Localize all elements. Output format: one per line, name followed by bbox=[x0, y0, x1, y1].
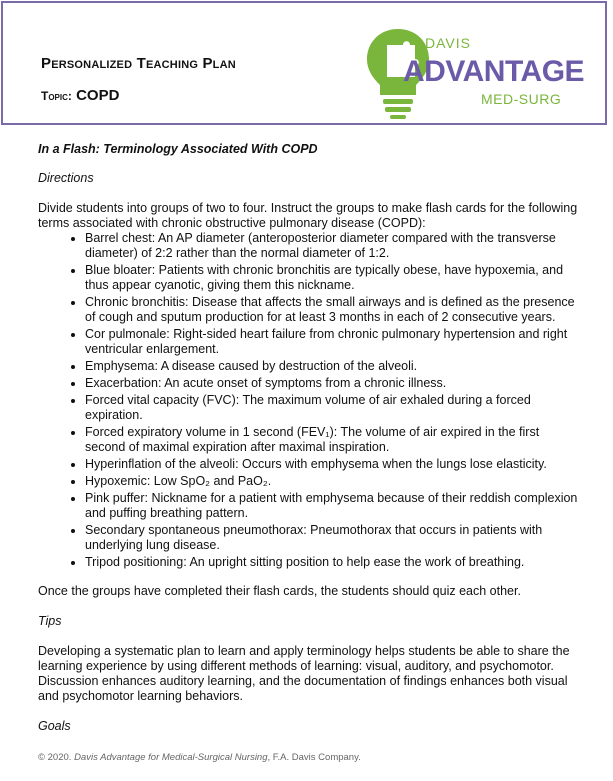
logo-davis-text: DAVIS bbox=[425, 35, 471, 51]
list-item: • Hyperinflation of the alveoli: Occurs with emphysema when the lungs lose elasticity. bbox=[85, 457, 578, 472]
list-item: • Forced expiratory volume in 1 second (FEV₁): The volume of air expired in the first second of maximal expiration after maximal inspiration. bbox=[85, 425, 578, 455]
header-box bbox=[1, 1, 607, 125]
tips-heading: Tips bbox=[38, 614, 62, 628]
list-item: • Cor pulmonale: Right-sided heart failure from chronic pulmonary hypertension and right ventricular enlargement. bbox=[85, 327, 578, 357]
list-item: • Chronic bronchitis: Disease that affects the small airways and is defined as the presence of cough and sputum production for at least 3 months in each of 2 consecutive years. bbox=[85, 295, 578, 325]
footer-prefix: © 2020. bbox=[38, 752, 75, 763]
list-item: • Hypoxemic: Low SpO₂ and PaO₂. bbox=[85, 474, 578, 489]
list-item: • Forced vital capacity (FVC): The maximum volume of air exhaled during a forced expiration. bbox=[85, 393, 578, 423]
footer-book-title: Davis Advantage for Medical-Surgical Nursing bbox=[74, 752, 268, 763]
section-title: In a Flash: Terminology Associated With COPD bbox=[38, 142, 318, 156]
list-item: • Secondary spontaneous pneumothorax: Pneumothorax that occurs in patients with underlying lung disease. bbox=[85, 523, 578, 553]
list-item: • Barrel chest: An AP diameter (anteroposterior diameter compared with the transverse diameter) of 2:2 rather than the normal diameter of 1:2. bbox=[85, 231, 578, 261]
plan-title: Personalized Teaching Plan bbox=[41, 55, 236, 72]
list-item: • Pink puffer: Nickname for a patient with emphysema because of their reddish complexion and puffing breathing pattern. bbox=[85, 491, 578, 521]
list-item: • Tripod positioning: An upright sitting position to help ease the work of breathing. bbox=[85, 555, 578, 570]
footer-suffix: , F.A. Davis Company. bbox=[267, 752, 361, 763]
davis-advantage-logo bbox=[363, 25, 585, 121]
topic-label: Topic: bbox=[41, 89, 72, 103]
directions-heading: Directions bbox=[38, 171, 94, 185]
terms-list bbox=[38, 231, 578, 570]
directions-intro: Divide students into groups of two to four. Instruct the groups to make flash cards for the following terms associated with chronic obstructive pulmonary disease (COPD): bbox=[38, 201, 578, 230]
content bbox=[38, 142, 578, 749]
list-item: • Exacerbation: An acute onset of symptoms from a chronic illness. bbox=[85, 376, 578, 391]
logo-advantage-text: ADVANTAGE bbox=[403, 55, 585, 88]
list-item: • Blue bloater: Patients with chronic bronchitis are typically obese, have hypoxemia, and thus appear cyanotic, giving them this nickname. bbox=[85, 263, 578, 293]
goals-heading: Goals bbox=[38, 719, 71, 733]
tips-text: Developing a systematic plan to learn and apply terminology helps students be able to share the learning experience by using different methods of learning: visual, auditory, and psychomotor. Discussion enhances auditory learning, and the documentation of findings enhances both visual and psychomotor learning behaviors. bbox=[38, 644, 570, 703]
footer-copyright bbox=[38, 752, 361, 763]
closing-text: Once the groups have completed their flash cards, the students should quiz each other. bbox=[38, 584, 521, 598]
logo-medsurg-text: MED-SURG bbox=[481, 91, 562, 107]
plan-topic bbox=[41, 87, 119, 104]
topic-value: COPD bbox=[76, 87, 120, 104]
list-item: • Emphysema: A disease caused by destruction of the alveoli. bbox=[85, 359, 578, 374]
